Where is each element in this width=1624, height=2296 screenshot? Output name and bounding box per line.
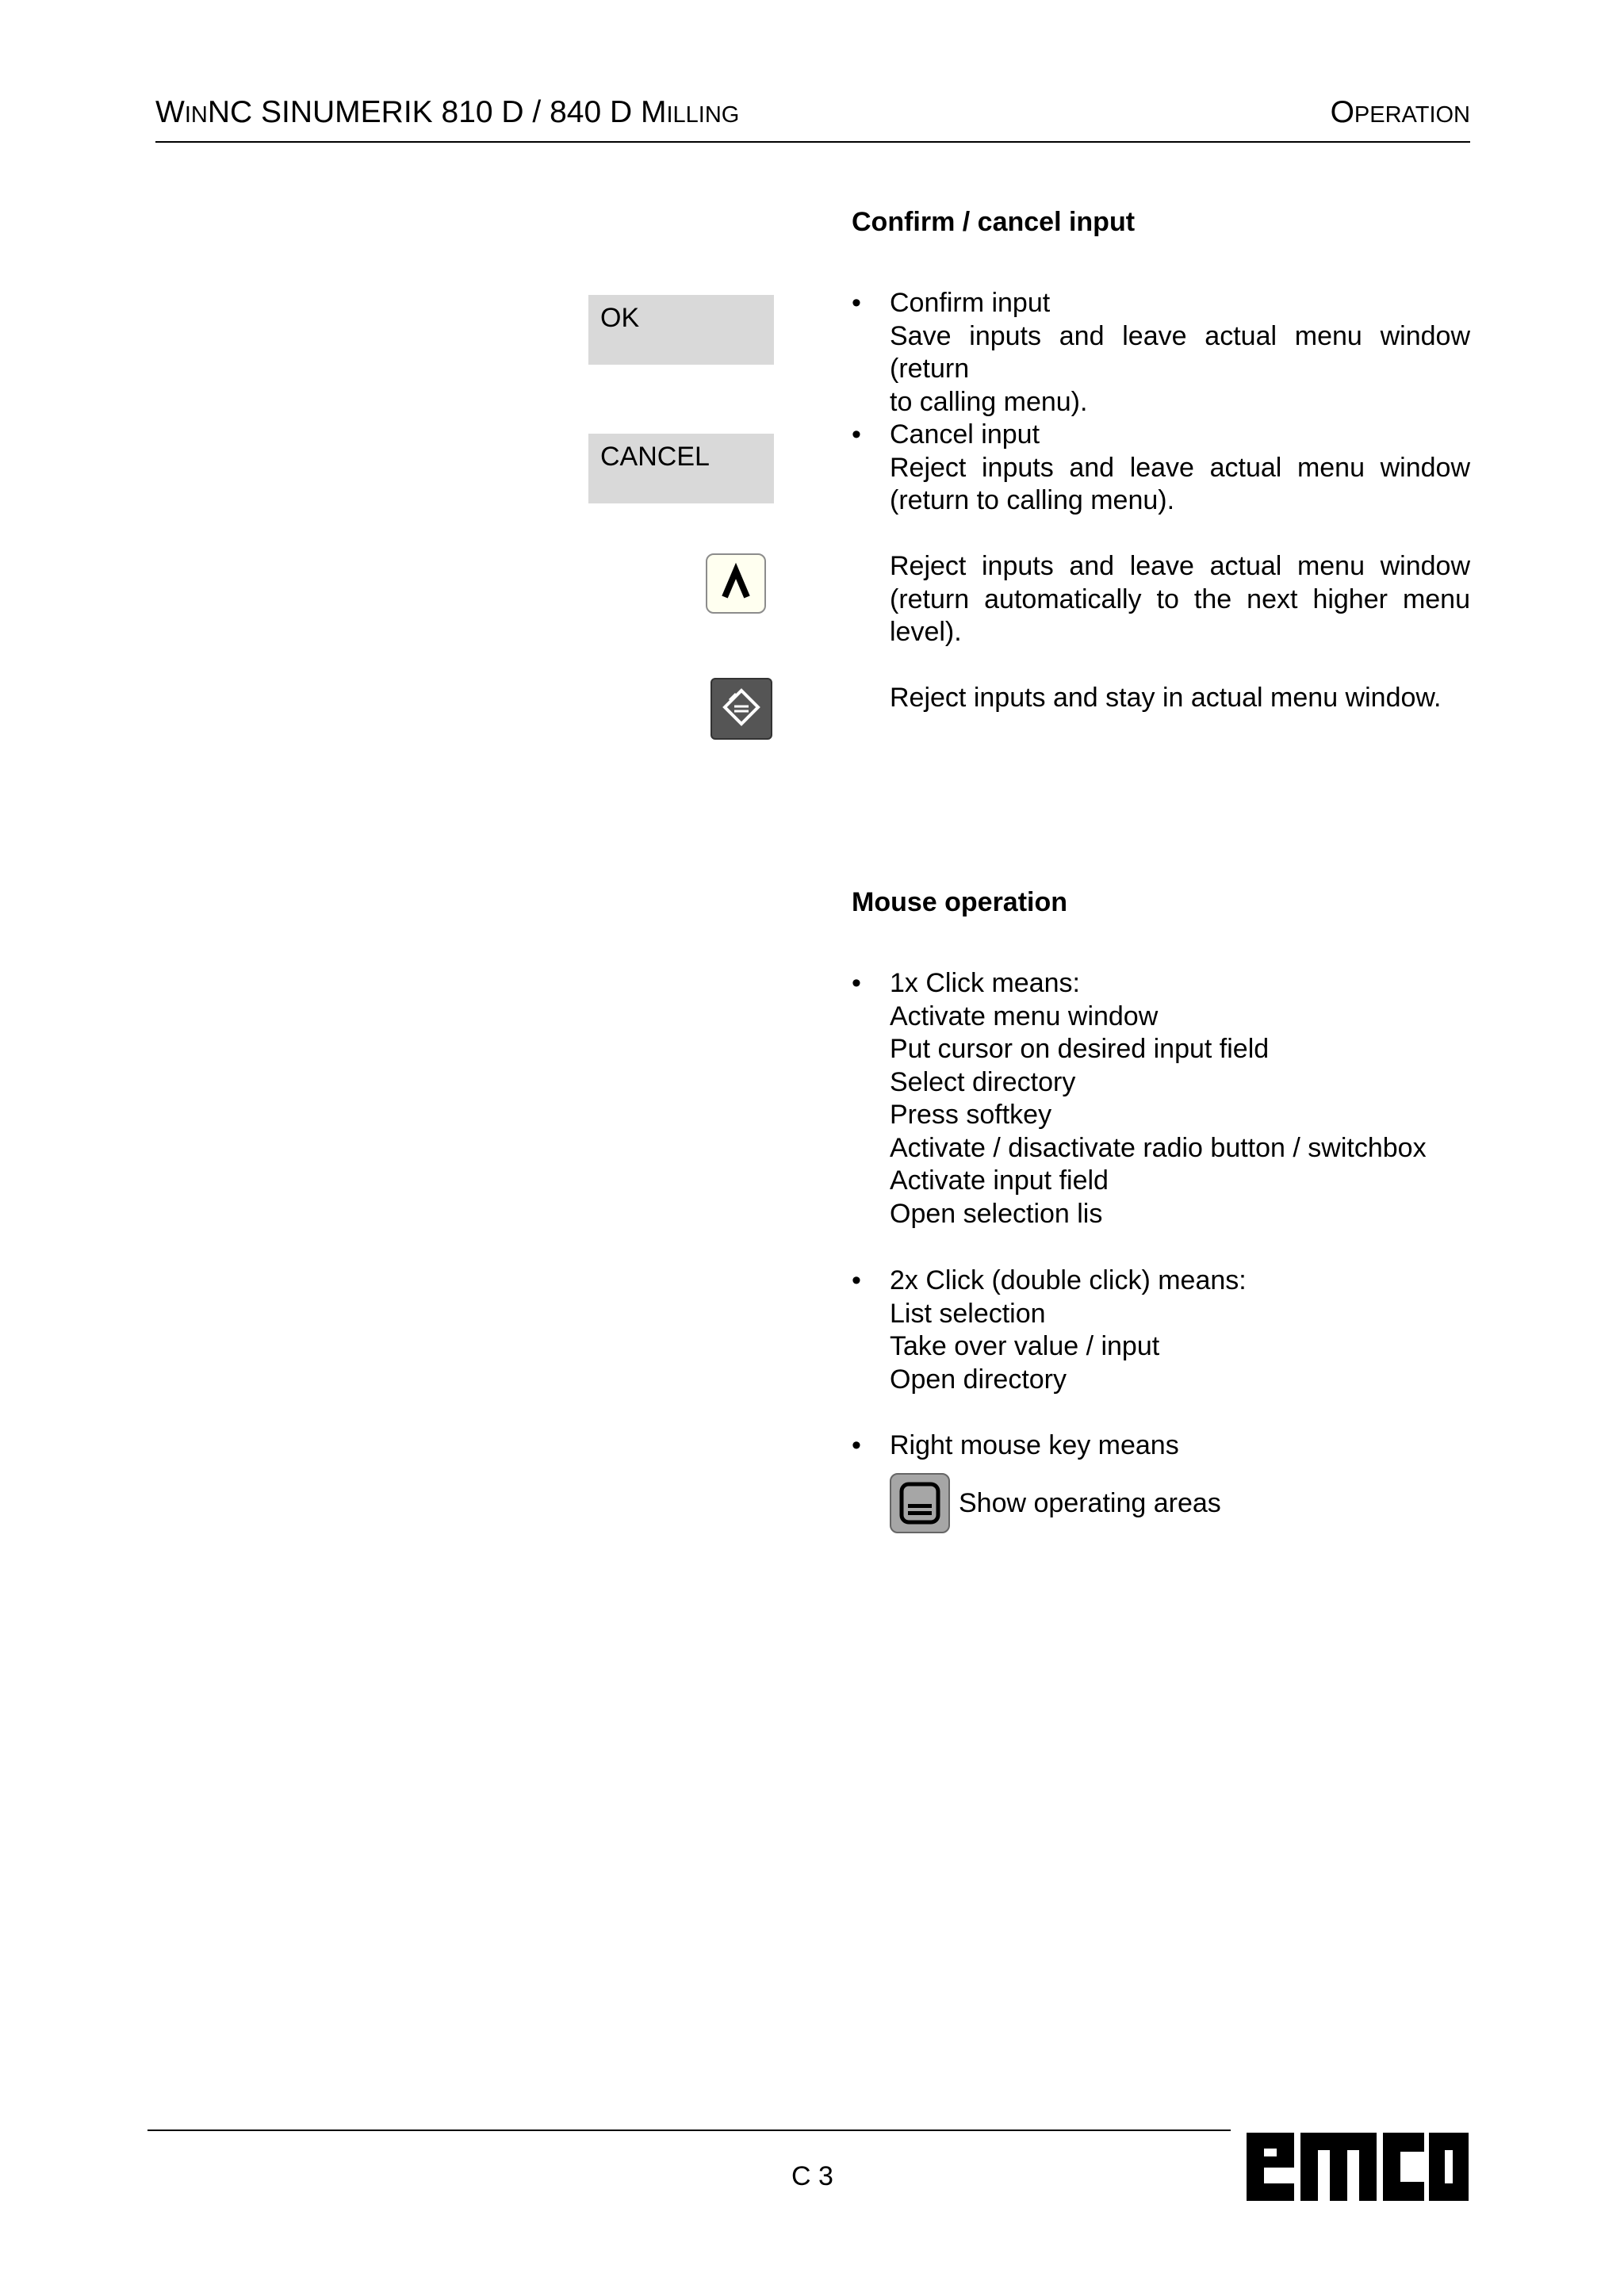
bullet: • bbox=[852, 968, 861, 998]
text-line: Press softkey bbox=[890, 1100, 1052, 1130]
area-switch-key[interactable] bbox=[890, 1473, 950, 1533]
text-line: Select directory bbox=[890, 1066, 1076, 1097]
text-line: Confirm input bbox=[890, 288, 1051, 318]
text-line: Activate menu window bbox=[890, 1001, 1159, 1031]
page-number: C 3 bbox=[791, 2161, 833, 2191]
recall-icon bbox=[712, 679, 771, 738]
header-rule bbox=[155, 141, 1470, 143]
footer-rule bbox=[147, 2130, 1231, 2131]
text-line: Put cursor on desired input field bbox=[890, 1034, 1270, 1064]
header-title-part: IN bbox=[184, 102, 208, 128]
confirm-cancel-heading: Confirm / cancel input bbox=[852, 207, 1136, 237]
header-section-part: PERATION bbox=[1354, 102, 1470, 128]
text-line: Reject inputs and stay in actual menu window. bbox=[890, 683, 1442, 713]
cancel-softkey[interactable] bbox=[588, 434, 774, 503]
text-line: List selection bbox=[890, 1298, 1046, 1329]
operating-area-icon bbox=[891, 1475, 948, 1532]
mouse-operation-heading: Mouse operation bbox=[852, 887, 1068, 917]
confirm-input-text bbox=[890, 287, 1470, 419]
text-line: (return automatically to the next higher menu bbox=[890, 584, 1470, 614]
text-line: Take over value / input bbox=[890, 1331, 1160, 1361]
text-line: level). bbox=[890, 617, 962, 647]
text-line: Save inputs and leave actual menu window (return bbox=[890, 320, 1470, 384]
text-line: Activate / disactivate radio button / switchbox bbox=[890, 1132, 1427, 1163]
header-title bbox=[155, 94, 739, 134]
double-click-list bbox=[890, 1265, 1470, 1396]
text-line: to calling menu). bbox=[890, 386, 1088, 417]
bullet: • bbox=[852, 1430, 861, 1460]
bullet: • bbox=[852, 288, 861, 318]
header-section-part: O bbox=[1330, 95, 1354, 129]
text-line: Cancel input bbox=[890, 419, 1040, 450]
bullet: • bbox=[852, 1265, 861, 1295]
bullet: • bbox=[852, 419, 861, 450]
text-line: 1x Click means: bbox=[890, 968, 1080, 998]
header-title-part: W bbox=[155, 95, 185, 129]
header-title-part: NC SINUMERIK 810 D / 840 D M bbox=[207, 95, 667, 129]
single-click-list bbox=[890, 967, 1470, 1230]
cancel-softkey-label: CANCEL bbox=[600, 442, 710, 472]
text-line: Open directory bbox=[890, 1364, 1067, 1395]
text-line: Reject inputs and leave actual menu window bbox=[890, 452, 1470, 483]
text-line: 2x Click (double click) means: bbox=[890, 1265, 1247, 1295]
caret-up-icon bbox=[707, 555, 764, 612]
emco-logo bbox=[1245, 2126, 1470, 2206]
text-line: Reject inputs and leave actual menu window bbox=[890, 551, 1470, 581]
recall-text bbox=[890, 682, 1470, 715]
recall-key[interactable] bbox=[710, 678, 772, 740]
text-line: Right mouse key means bbox=[890, 1430, 1179, 1460]
recall-up-key[interactable] bbox=[706, 553, 766, 614]
right-mouse-text bbox=[890, 1429, 1470, 1463]
text-line: Open selection lis bbox=[890, 1198, 1103, 1229]
text-line: Activate input field bbox=[890, 1165, 1109, 1196]
text-line: (return to calling menu). bbox=[890, 485, 1175, 515]
ok-softkey-label: OK bbox=[600, 303, 640, 333]
emco-logo-icon bbox=[1245, 2126, 1470, 2202]
header-section bbox=[1331, 94, 1470, 134]
header-title-part: ILLING bbox=[666, 102, 740, 128]
show-operating-areas-label: Show operating areas bbox=[959, 1488, 1221, 1518]
cancel-input-text bbox=[890, 419, 1470, 518]
recall-up-text bbox=[890, 550, 1470, 649]
ok-softkey[interactable] bbox=[588, 295, 774, 365]
